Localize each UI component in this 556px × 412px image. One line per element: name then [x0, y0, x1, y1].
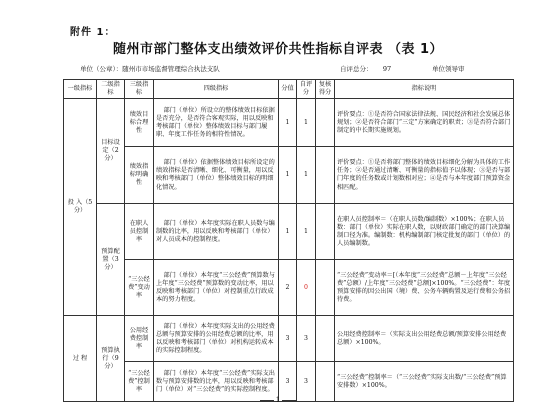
page-number-value: 1	[275, 396, 281, 404]
cell-score: 1	[279, 204, 297, 260]
table-row	[64, 99, 514, 147]
indicator-table	[63, 79, 514, 402]
total-score-label: 自评总分：	[340, 65, 373, 73]
table-row	[64, 204, 514, 260]
cell-description: 在职人员控制率＝（在职人员数/编制数）×100%；在职人员数：部门（单位）实际在职人数，以财政部门确定的部门决算编制口径为准。编制数：机构编制部门核定批复的部门（单位）的人员编制数。	[335, 204, 514, 260]
cell-description: 评价要点：①是否将部门整体的绩效目标细化分解为具体的工作任务；②是否通过清晰、可衡量的指标值予以体现；③是否与部门年度的任务数或计划数相对应；④是否与本年度部门预算资金相匹配。	[335, 147, 514, 204]
header-self-score: 自评分	[297, 80, 316, 99]
header-score: 分值	[279, 80, 297, 99]
table-header-row	[64, 80, 514, 99]
cell-review-score	[316, 204, 335, 260]
cell-l3: 绩效目标合理性	[125, 99, 154, 147]
cell-self-score: 1	[297, 147, 316, 204]
cell-score: 1	[279, 147, 297, 204]
header-l3: 三级指标	[125, 80, 154, 99]
cell-l4: 部门（单位）本年度“三公经费”实际支出数与预算安排数的比率，用以反映和考核部门（单位）对“三公经费”的实际控制程度。	[154, 362, 279, 402]
header-description: 指标说明	[335, 80, 514, 99]
cell-l2: 预算执行（9分）	[97, 316, 125, 402]
total-score-value: 97	[382, 65, 392, 73]
cell-l1: 投 入（5分）	[64, 99, 97, 316]
cell-score: 1	[279, 99, 297, 147]
cell-description: “三公经费”变动率＝[（本年度“三公经费”总额－上年度“三公经费”总额）/上年度“三公经费”总额]×100%。“三公经费”：年度预算安排的因公出国（境）费、公务车辆购置及运行费和公务招待费。	[335, 260, 514, 316]
cell-self-score: 0	[297, 260, 316, 316]
cell-review-score	[316, 260, 335, 316]
cell-description: “三公经费”控制率＝（“三公经费”实际支出数/“三公经费”预算安排数）×100%。	[335, 362, 514, 402]
cell-l4: 部门（单位）依据整体绩效目标所设定的绩效指标是否清晰、细化、可衡量，用以反映和考核部门（单位）整体绩效目标的明细化情况。	[154, 147, 279, 204]
total-score	[340, 64, 391, 73]
cell-l3: 在职人员控制率	[125, 204, 154, 260]
cell-l4: 部门（单位）本年度实际在职人员数与编制数的比率，用以反映和考核部门（单位）对人员成本的控制程度。	[154, 204, 279, 260]
header-l2: 二级指标	[97, 80, 125, 99]
cell-l3: “三公经费”变动率	[125, 260, 154, 316]
cell-l3: “三公经费”控制率	[125, 362, 154, 402]
cell-l4: 部门（单位）所设立的整体绩效目标依据是否充分，是否符合客观实际，用以反映和考核部门（单位）整体绩效目标与部门履职、年度工作任务的相符性情况。	[154, 99, 279, 147]
table-row	[64, 260, 514, 316]
cell-self-score: 1	[297, 99, 316, 147]
table-row	[64, 147, 514, 204]
page-dash-right	[282, 400, 296, 401]
annex-label: 附件 1：	[70, 27, 116, 38]
cell-description: 评价要点：①是否符合国家法律法规、国民经济和社会发展总体规划；②是否符合部门“三定”方案确定的职责；③是否符合部门制定的中长期实施规划。	[335, 99, 514, 147]
cell-self-score: 1	[297, 204, 316, 260]
cell-l3: 绩效指标明确性	[125, 147, 154, 204]
cell-l4: 部门（单位）本年度实际支出的公用经费总额与预算安排的公用经费总额的比率，用以反映和考核部门（单位）对机构运转成本的实际控制程度。	[154, 316, 279, 362]
cell-score: 3	[279, 316, 297, 362]
cell-l2: 预算配置（3分）	[97, 204, 125, 316]
cell-self-score: 3	[297, 362, 316, 402]
cell-review-score	[316, 316, 335, 362]
cell-l2: 目标设定（2分）	[97, 99, 125, 204]
unit-field: 单位（公章）：随州市市场监督管理综合执法支队	[80, 65, 220, 73]
header-l4: 四级指标	[154, 80, 279, 99]
cell-l3: 公用经费控制率	[125, 316, 154, 362]
cell-self-score: 3	[297, 316, 316, 362]
cell-review-score	[316, 147, 335, 204]
page-number	[0, 396, 556, 404]
cell-l4: 部门（单位）本年度“三公经费”预算数与上年度“三公经费”预算数的变动比率，用以反映和考核部门（单位）对控制重点行政成本的努力程度。	[154, 260, 279, 316]
cell-score: 2	[279, 260, 297, 316]
cell-l1: 过 程	[64, 316, 97, 402]
cell-description: 公用经费控制率＝（实际支出公用经费总额/预算安排公用经费总额）×100%。	[335, 316, 514, 362]
cell-review-score	[316, 99, 335, 147]
table-row	[64, 316, 514, 362]
leader-review-label: 单位领导审	[432, 65, 465, 73]
header-l1: 一级指标	[64, 80, 97, 99]
cell-score: 3	[279, 362, 297, 402]
page-dash-left	[260, 400, 274, 401]
page-title: 随州市部门整体支出绩效评价共性指标自评表 （表 1）	[112, 42, 444, 57]
header-review-score: 复核得分	[316, 80, 335, 99]
